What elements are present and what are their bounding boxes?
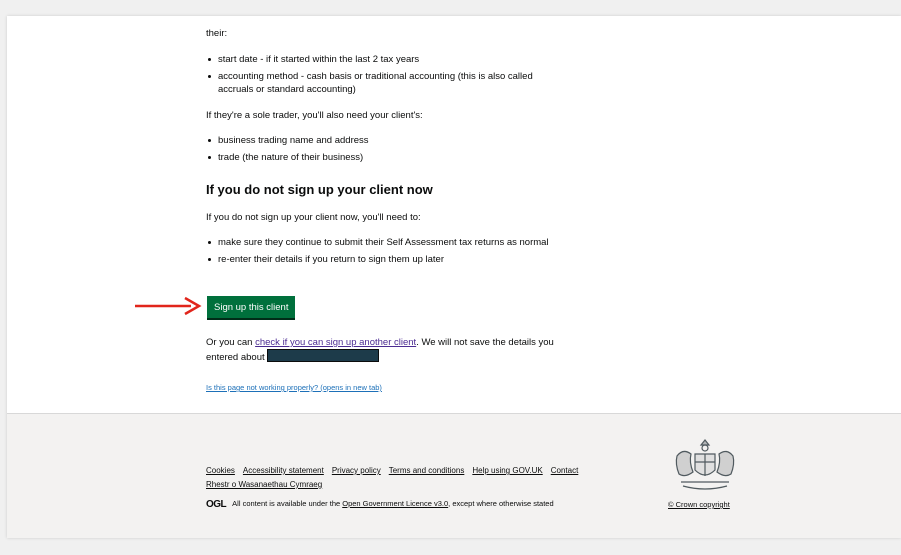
footer-link-accessibility[interactable]: Accessibility statement (242, 466, 324, 475)
footer-link-help[interactable]: Help using GOV.UK (472, 466, 543, 475)
section-heading: If you do not sign up your client now (206, 182, 433, 197)
report-problem-link[interactable]: Is this page not working properly? (opens in new tab) (206, 383, 382, 392)
list-item: trade (the nature of their business) (206, 151, 566, 164)
footer-link-cookies[interactable]: Cookies (206, 466, 235, 475)
footer-link-contact[interactable]: Contact (550, 466, 579, 475)
intro-fragment: their: (206, 28, 228, 39)
list-item: re-enter their details if you return to sign them up later (206, 253, 551, 266)
footer-link-welsh[interactable]: Rhestr o Wasanaethau Cymraeg (206, 480, 323, 489)
licence-suffix: , except where otherwise stated (448, 499, 554, 508)
royal-coat-of-arms-icon (669, 436, 741, 492)
needs-list (206, 53, 566, 100)
page-frame (7, 16, 901, 538)
sole-trader-list (206, 134, 566, 168)
footer-link-privacy[interactable]: Privacy policy (331, 466, 381, 475)
licence-prefix: All content is available under the (232, 499, 343, 508)
footer (7, 413, 901, 538)
redacted-client-name (267, 349, 379, 362)
list-item: accounting method - cash basis or traditional accounting (this is also called accruals or standard accounting) (206, 70, 566, 96)
not-now-text: If you do not sign up your client now, you'll need to: (206, 212, 421, 223)
footer-links (206, 463, 636, 491)
ogl-licence-link[interactable]: Open Government Licence v3.0 (342, 499, 449, 508)
licence-line (206, 499, 554, 510)
list-item: make sure they continue to submit their Self Assessment tax returns as normal (206, 236, 551, 249)
not-now-list (206, 236, 551, 270)
sole-trader-text: If they're a sole trader, you'll also need your client's: (206, 110, 423, 121)
ogl-logo: OGL (206, 499, 227, 510)
other-client-text (206, 336, 566, 364)
footer-link-terms[interactable]: Terms and conditions (388, 466, 465, 475)
list-item: start date - if it started within the last 2 tax years (206, 53, 566, 66)
sign-up-client-button[interactable]: Sign up this client (207, 296, 295, 318)
annotation-arrow-icon (133, 295, 203, 317)
list-item: business trading name and address (206, 134, 566, 147)
other-client-suffix: . We will not save the details you entered about (206, 337, 554, 363)
check-another-client-link[interactable]: check if you can sign up another client (255, 337, 417, 348)
other-client-prefix: Or you can (206, 337, 256, 348)
crown-copyright-link[interactable]: © Crown copyright (668, 500, 730, 509)
